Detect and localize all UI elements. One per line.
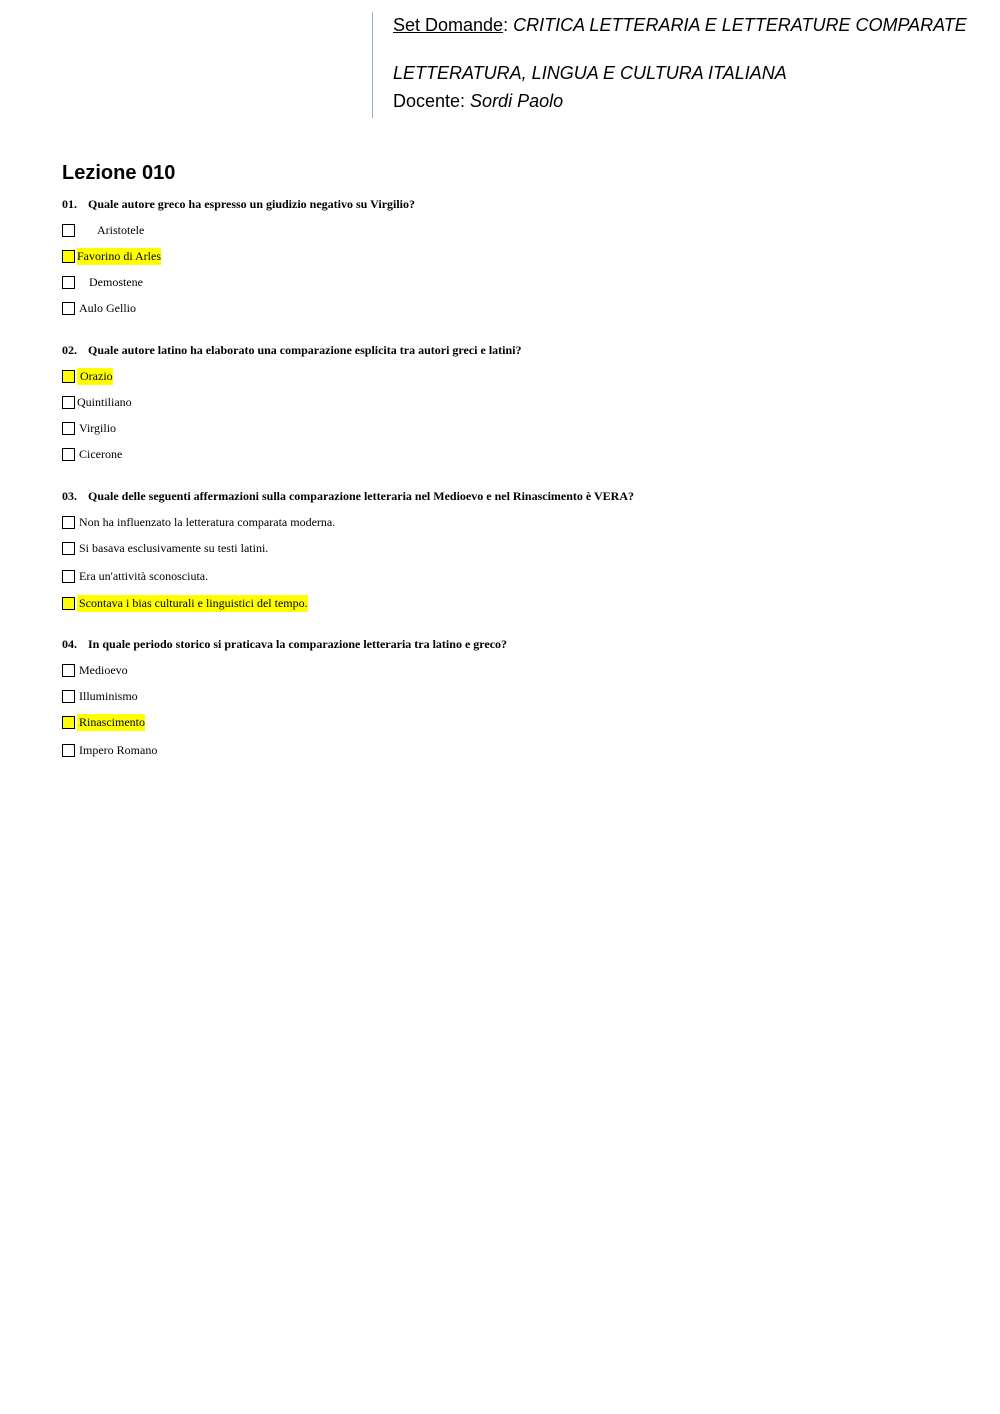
answer-2-2[interactable]	[62, 394, 132, 410]
checkbox[interactable]	[62, 597, 75, 610]
answer-text: Non ha influenzato la letteratura comparata moderna.	[79, 514, 336, 529]
answer-3-2[interactable]	[62, 540, 268, 556]
checkbox[interactable]	[62, 422, 75, 435]
question-text: Quale delle seguenti affermazioni sulla comparazione letteraria nel Medioevo e nel Rinascimento è VERA?	[88, 489, 635, 503]
answer-3-4[interactable]	[62, 595, 308, 611]
answer-4-1[interactable]	[62, 662, 128, 678]
answer-1-1[interactable]	[62, 222, 144, 238]
lesson-title: Lezione 010	[62, 162, 176, 184]
answer-text: Cicerone	[79, 446, 123, 461]
question-1	[62, 197, 415, 211]
checkbox[interactable]	[62, 542, 75, 555]
question-number: 02.	[62, 343, 77, 357]
teacher-line	[393, 90, 563, 112]
answer-text: Era un'attività sconosciuta.	[79, 568, 209, 583]
question-number: 04.	[62, 637, 77, 651]
answer-text: Medioevo	[79, 662, 128, 677]
checkbox[interactable]	[62, 716, 75, 729]
answer-text: Aulo Gellio	[79, 300, 136, 315]
answer-text: Illuminismo	[79, 688, 138, 703]
checkbox[interactable]	[62, 250, 75, 263]
checkbox[interactable]	[62, 224, 75, 237]
answer-text: Virgilio	[79, 420, 117, 435]
checkbox[interactable]	[62, 302, 75, 315]
answer-text: Demostene	[89, 274, 143, 289]
answer-2-1[interactable]	[62, 368, 113, 384]
question-number: 03.	[62, 489, 77, 503]
answer-4-3[interactable]	[62, 714, 145, 730]
answer-1-3[interactable]	[62, 274, 143, 290]
answer-text: Aristotele	[97, 222, 145, 237]
answer-4-4[interactable]	[62, 742, 157, 758]
answer-2-4[interactable]	[62, 446, 122, 462]
answer-1-2[interactable]	[62, 248, 161, 264]
checkbox[interactable]	[62, 516, 75, 529]
set-title: CRITICA LETTERARIA E LETTERATURE COMPARATE	[513, 15, 967, 35]
teacher-label: Docente:	[393, 91, 471, 111]
answer-3-3[interactable]	[62, 568, 208, 584]
checkbox[interactable]	[62, 276, 75, 289]
question-set-line	[393, 14, 967, 36]
answer-text: Scontava i bias culturali e linguistici del tempo.	[79, 595, 308, 610]
question-text: Quale autore latino ha elaborato una comparazione esplicita tra autori greci e latini?	[88, 343, 522, 357]
question-number: 01.	[62, 197, 77, 211]
question-text: Quale autore greco ha espresso un giudizio negativo su Virgilio?	[88, 197, 416, 211]
answer-text: Quintiliano	[77, 394, 132, 409]
teacher-name: Sordi Paolo	[470, 91, 564, 111]
set-label: Set Domande	[393, 15, 504, 35]
answer-text: Rinascimento	[79, 714, 145, 729]
question-3	[62, 489, 634, 503]
answer-3-1[interactable]	[62, 514, 335, 530]
checkbox[interactable]	[62, 570, 75, 583]
answer-text: Si basava esclusivamente su testi latini.	[79, 540, 269, 555]
header-divider	[372, 12, 373, 118]
set-separator: :	[503, 15, 514, 35]
checkbox[interactable]	[62, 690, 75, 703]
checkbox[interactable]	[62, 370, 75, 383]
answer-text: Impero Romano	[79, 742, 158, 757]
checkbox[interactable]	[62, 396, 75, 409]
question-4	[62, 637, 507, 651]
checkbox[interactable]	[62, 664, 75, 677]
checkbox[interactable]	[62, 448, 75, 461]
answer-2-3[interactable]	[62, 420, 116, 436]
answer-text: Orazio	[77, 368, 113, 385]
checkbox[interactable]	[62, 744, 75, 757]
answer-4-2[interactable]	[62, 688, 138, 704]
course-title: LETTERATURA, LINGUA E CULTURA ITALIANA	[393, 63, 787, 83]
question-2	[62, 343, 522, 357]
question-text: In quale periodo storico si praticava la comparazione letteraria tra latino e greco?	[88, 637, 508, 651]
answer-1-4[interactable]	[62, 300, 136, 316]
answer-text: Favorino di Arles	[77, 248, 161, 263]
